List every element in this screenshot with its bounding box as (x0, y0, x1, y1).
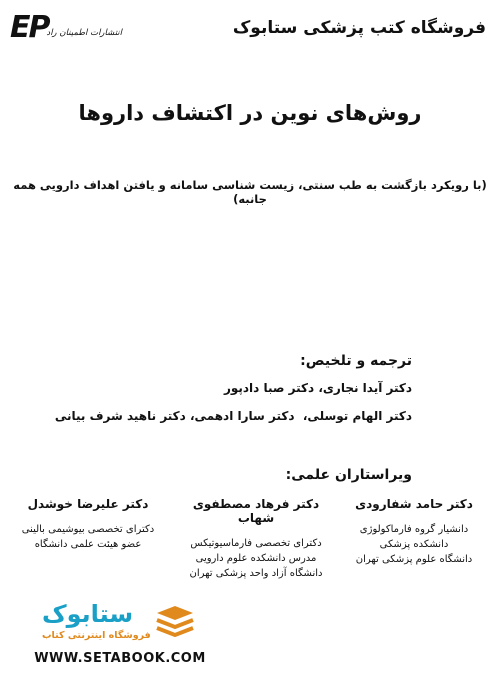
editor-affiliation: دانشگاه آزاد واحد پزشکی تهران (189, 568, 323, 579)
editor-affiliation: دکترای تخصصی فارماسیوتیکس (190, 538, 322, 549)
editor-affiliation: دانشکده پزشکی (379, 539, 449, 550)
editor-name: دکتر علیرضا خوشدل (27, 497, 149, 511)
editor-block (334, 497, 494, 567)
editors-heading: ویراستاران علمی: (285, 467, 412, 483)
book-subtitle: (با رویکرد بازگشت به طب سنتی، زیست شناسی سامانه و یافتن اهداف دارویی همه جانبه) (13, 178, 487, 206)
website-url: WWW.SETABOOK.COM (34, 651, 206, 666)
book-title: روش‌های نوین در اکتشاف داروها (78, 101, 422, 125)
publisher-logo-mark: EP (10, 10, 49, 45)
editor-affiliation: مدرس دانشکده علوم دارویی (195, 553, 317, 564)
setabook-logo-name: ستابوک (42, 600, 134, 628)
editor-affiliation: دانشگاه علوم پزشکی تهران (355, 554, 473, 565)
editor-name: دکتر فرهاد مصطفوی شهاب (192, 497, 320, 525)
publisher-logo (10, 10, 122, 50)
editor-affiliation: عضو هیئت علمی دانشگاه (34, 539, 142, 550)
editor-name: دکتر حامد شفارودی (355, 497, 473, 511)
setabook-logo (30, 600, 200, 650)
book-stack-icon (155, 604, 195, 638)
store-name: فروشگاه کتب پزشکی ستابوک (232, 18, 486, 38)
translation-heading: ترجمه و تلخیص: (300, 353, 412, 369)
editor-affiliation: دانشیار گروه فارماکولوژی (359, 524, 469, 535)
editor-block (176, 497, 336, 581)
translators-line-1: دکتر آیدا نجاری، دکتر صبا دادپور (223, 381, 412, 395)
setabook-logo-tagline: فروشگاه اینترنتی کتاب (42, 630, 151, 641)
publisher-logo-text: انتشارات اطمینان راد (46, 28, 122, 38)
editor-block (8, 497, 168, 552)
editor-affiliation: دکترای تخصصی بیوشیمی بالینی (21, 524, 155, 535)
translators-line-2: دکتر الهام توسلی، دکتر سارا ادهمی، دکتر ناهید شرف بیانی (54, 409, 412, 423)
